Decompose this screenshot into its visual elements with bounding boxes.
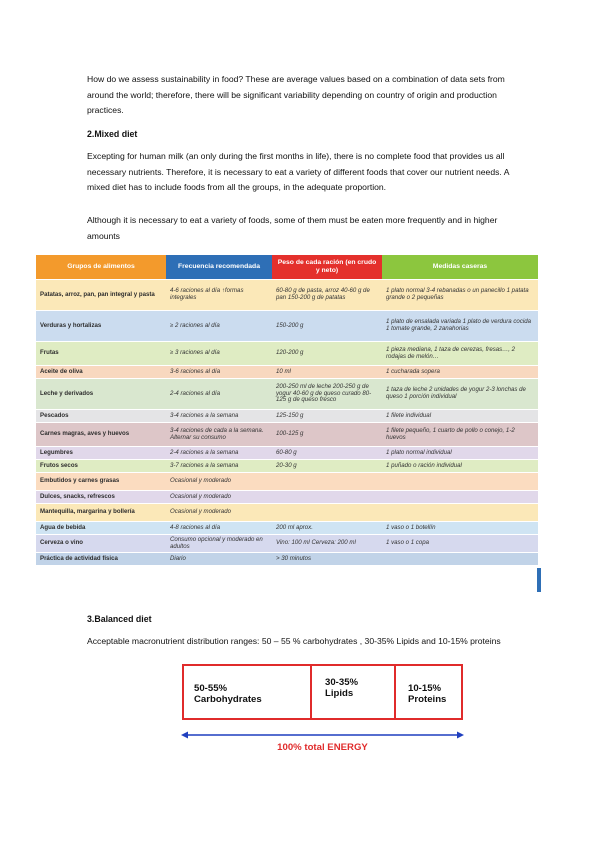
cell-frequency: ≥ 3 raciones al día (166, 342, 272, 366)
cell-measure: 1 vaso o 1 botellín (382, 522, 538, 535)
cell-measure (382, 553, 538, 566)
cell-frequency: Consumo opcional y moderado en adultos (166, 535, 272, 553)
cell-measure (382, 491, 538, 504)
table-row (36, 342, 538, 366)
mixed-diet-paragraph: Excepting for human milk (an only during the first months in life), there is no complete food that provides us all necessary nutrients. Therefore, it is necessary to eat a variety of different foods that cover our nutrient needs. A mixed diet has to include foods from all the groups, in the adequate proportion. (87, 151, 509, 192)
carbohydrates-cell (184, 666, 312, 718)
table-row (36, 311, 538, 342)
header-household-measures: Medidas caseras (382, 255, 538, 280)
cell-weight (272, 491, 382, 504)
cell-group: Agua de bebida (36, 522, 166, 535)
intro-paragraph: How do we assess sustainability in food? These are average values based on a combination of data sets from around the world; therefore, there will be significant variability depending on country of origin and production practices. (87, 74, 505, 115)
proteins-percent: 10-15% (408, 683, 442, 694)
cell-weight: 200-250 ml de leche 200-250 g de yogur 40-60 g de queso curado 80-125 g de queso fresco (272, 379, 382, 410)
cell-frequency: ≥ 2 raciones al día (166, 311, 272, 342)
table-row (36, 366, 538, 379)
cell-frequency: 3-4 raciones a la semana (166, 410, 272, 423)
cell-frequency: 3-4 raciones de cada a la semana. Alternar su consumo (166, 423, 272, 447)
lipids-percent: 30-35% (325, 677, 359, 688)
proteins-label: Proteins (408, 694, 447, 705)
cell-measure: 1 filete pequeño, 1 cuarto de pollo o conejo, 1-2 huevos (382, 423, 538, 447)
table-header-row (36, 255, 538, 280)
cell-weight: 60-80 g (272, 447, 382, 460)
table-row (36, 553, 538, 566)
cell-weight (272, 504, 382, 522)
cell-group: Patatas, arroz, pan, pan integral y pasta (36, 280, 166, 311)
header-portion-weight: Peso de cada ración (en crudo y neto) (272, 255, 382, 280)
table-row (36, 280, 538, 311)
cell-group: Pescados (36, 410, 166, 423)
cell-measure: 1 pieza mediana, 1 taza de cerezas, fresas…, 2 rodajas de melón… (382, 342, 538, 366)
table-row (36, 379, 538, 410)
table-row (36, 410, 538, 423)
table-row (36, 423, 538, 447)
variety-paragraph: Although it is necessary to eat a variety of foods, some of them must be eaten more frequently and in higher amounts (87, 215, 498, 241)
table-row (36, 491, 538, 504)
lipids-cell (312, 666, 396, 718)
carbohydrates-label: Carbohydrates (194, 694, 262, 705)
cell-frequency: Ocasional y moderado (166, 473, 272, 491)
cell-weight: 125-150 g (272, 410, 382, 423)
cell-weight (272, 473, 382, 491)
cell-measure: 1 taza de leche 2 unidades de yogur 2-3 lonchas de queso 1 porción individual (382, 379, 538, 410)
cell-weight: 10 ml (272, 366, 382, 379)
cell-measure: 1 cucharada sopera (382, 366, 538, 379)
cell-frequency: Ocasional y moderado (166, 491, 272, 504)
cell-group: Carnes magras, aves y huevos (36, 423, 166, 447)
table-row (36, 447, 538, 460)
table-row (36, 522, 538, 535)
cell-group: Frutas (36, 342, 166, 366)
cell-frequency: 4-6 raciones al día ↑formas integrales (166, 280, 272, 311)
lipids-label: Lipids (325, 688, 354, 699)
total-energy-label: 100% total ENERGY (277, 742, 368, 753)
cell-group: Dulces, snacks, refrescos (36, 491, 166, 504)
header-frequency: Frecuencia recomendada (166, 255, 272, 280)
cell-measure: 1 vaso o 1 copa (382, 535, 538, 553)
cell-group: Aceite de oliva (36, 366, 166, 379)
table-row (36, 460, 538, 473)
table-row (36, 473, 538, 491)
cell-group: Leche y derivados (36, 379, 166, 410)
cell-frequency: 2-4 raciones a la semana (166, 447, 272, 460)
cell-weight: 60-80 g de pasta, arroz 40-60 g de pan 150-200 g de patatas (272, 280, 382, 311)
table-edge-marker (537, 568, 541, 592)
cell-frequency: 2-4 raciones al día (166, 379, 272, 410)
food-frequency-table (36, 254, 538, 565)
cell-group: Práctica de actividad física (36, 553, 166, 566)
cell-weight: 100-125 g (272, 423, 382, 447)
section-heading-mixed-diet: 2.Mixed diet (87, 129, 138, 139)
cell-frequency: 4-8 raciones al día (166, 522, 272, 535)
table-row (36, 504, 538, 522)
cell-weight: 20-30 g (272, 460, 382, 473)
cell-measure: 1 filete individual (382, 410, 538, 423)
cell-frequency: Diario (166, 553, 272, 566)
cell-group: Embutidos y carnes grasas (36, 473, 166, 491)
cell-measure (382, 504, 538, 522)
cell-weight: 120-200 g (272, 342, 382, 366)
cell-group: Legumbres (36, 447, 166, 460)
cell-frequency: 3-7 raciones a la semana (166, 460, 272, 473)
proteins-cell (396, 666, 461, 718)
cell-weight: 150-200 g (272, 311, 382, 342)
cell-weight: 200 ml aprox. (272, 522, 382, 535)
cell-group: Mantequilla, margarina y bollería (36, 504, 166, 522)
macronutrient-paragraph: Acceptable macronutrient distribution ranges: 50 – 55 % carbohydrates , 30-35% Lipids and 10-15% proteins (87, 636, 501, 646)
section-heading-balanced-diet: 3.Balanced diet (87, 614, 152, 624)
cell-group: Cerveza o vino (36, 535, 166, 553)
cell-measure: 1 puñado o ración individual (382, 460, 538, 473)
cell-group: Verduras y hortalizas (36, 311, 166, 342)
cell-group: Frutos secos (36, 460, 166, 473)
energy-distribution-box (182, 664, 463, 720)
header-food-group: Grupos de alimentos (36, 255, 166, 280)
table-row (36, 535, 538, 553)
carbohydrates-percent: 50-55% (194, 683, 228, 694)
double-arrow-icon (181, 730, 464, 740)
cell-weight: Vino: 100 ml Cerveza: 200 ml (272, 535, 382, 553)
cell-measure (382, 473, 538, 491)
cell-measure: 1 plato de ensalada variada 1 plato de verdura cocida 1 tomate grande, 2 zanahorias (382, 311, 538, 342)
cell-frequency: 3-6 raciones al día (166, 366, 272, 379)
cell-weight: > 30 minutos (272, 553, 382, 566)
cell-measure: 1 plato normal individual (382, 447, 538, 460)
cell-measure: 1 plato normal 3-4 rebanadas o un panecillo 1 patata grande o 2 pequeñas (382, 280, 538, 311)
cell-frequency: Ocasional y moderado (166, 504, 272, 522)
